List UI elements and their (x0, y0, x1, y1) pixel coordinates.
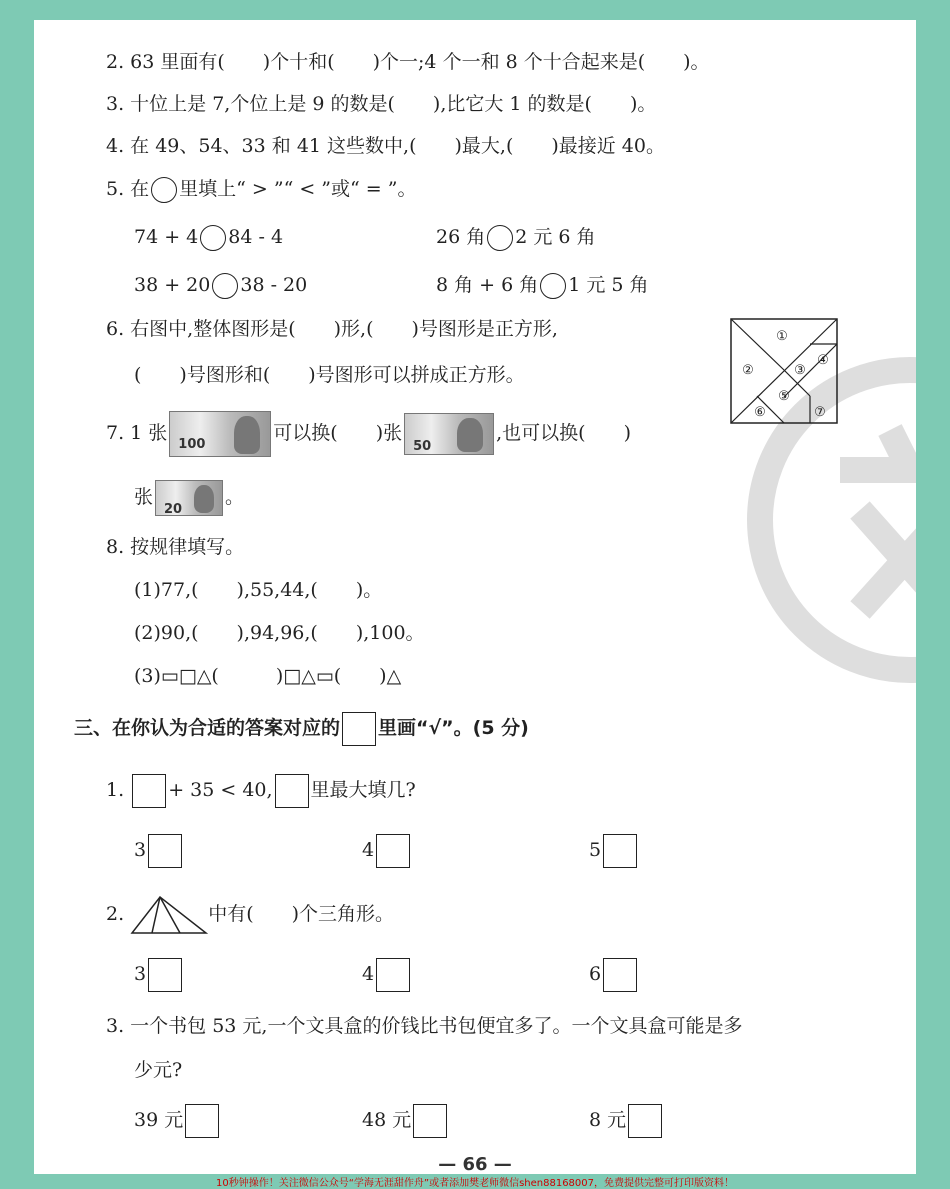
compare-circle-icon (151, 177, 177, 203)
question-8-3: (3)▭□△( )□△▭( )△ (134, 665, 402, 687)
bill-20-icon (155, 480, 223, 516)
s3q3-option-2 (362, 1102, 449, 1138)
q5b-right: 2 元 6 角 (515, 226, 596, 248)
question-8-2: (2)90,( ),94,96,( ),100。 (134, 622, 425, 644)
section-3-heading (74, 708, 529, 748)
s3q1-option-3 (589, 832, 639, 868)
question-8: 8. 按规律填写。 (106, 536, 245, 558)
bill-50-icon (404, 413, 494, 455)
question-7-line-2 (134, 476, 244, 518)
s3q1-option-2 (362, 832, 412, 868)
q7-part-e: 。 (225, 486, 245, 508)
s3q1-option-1-checkbox[interactable] (148, 834, 182, 868)
s3q3-option-3-checkbox[interactable] (628, 1104, 662, 1138)
s3q3-option-2-checkbox[interactable] (413, 1104, 447, 1138)
s3q2-num: 2. (106, 903, 125, 925)
bill-100-icon (169, 411, 271, 457)
answer-circle-b[interactable] (487, 225, 513, 251)
q5a-right: 84 - 4 (228, 226, 284, 248)
s3q3-option-1-checkbox[interactable] (185, 1104, 219, 1138)
q5c-right: 38 - 20 (240, 274, 308, 296)
q5b-left: 26 角 (436, 226, 486, 248)
q5c-left: 38 + 20 (134, 274, 211, 296)
tangram-label-2: ② (742, 363, 754, 378)
question-3: 3. 十位上是 7,个位上是 9 的数是( ),比它大 1 的数是( )。 (106, 93, 657, 115)
s3q2-option-1 (134, 956, 184, 992)
s3q3-option-3 (589, 1102, 664, 1138)
q5d-left: 8 角 + 6 角 (436, 274, 539, 296)
triangle-figure-icon (130, 895, 208, 935)
q5d-right: 1 元 5 角 (568, 274, 649, 296)
s3q1-option-3-checkbox[interactable] (603, 834, 637, 868)
section-3-question-2 (106, 892, 394, 936)
section-3-title-pre: 三、在你认为合适的答案对应的 (74, 717, 341, 739)
question-2: 2. 63 里面有( )个十和( )个一;4 个一和 8 个十合起来是( )。 (106, 51, 710, 73)
s3q3-option-1 (134, 1102, 221, 1138)
tangram-label-7: ⑦ (814, 405, 826, 420)
s3q3-line-2: 少元? (134, 1059, 183, 1081)
question-7 (106, 408, 631, 458)
worksheet-page (34, 20, 916, 1174)
q5-item-d (436, 271, 649, 299)
promo-footer: 10秒钟操作！关注微信公众号“学海无涯甜作舟”或者添加樊老师微信shen88168007，免费提供完整可打印版资料！ (215, 1178, 735, 1189)
tangram-label-1: ① (776, 329, 788, 344)
page-number: — 66 — (438, 1154, 512, 1174)
question-6-line-2: ( )号图形和( )号图形可以拼成正方形。 (134, 364, 525, 386)
s3q2-option-1-label: 3 (134, 963, 147, 985)
q5-item-a (134, 223, 283, 251)
s3q1-mid: + 35 < 40, (168, 779, 273, 801)
question-6-line-1: 6. 右图中,整体图形是( )形,( )号图形是正方形, (106, 318, 558, 340)
question-5 (106, 175, 416, 203)
s3q2-option-3-checkbox[interactable] (603, 958, 637, 992)
s3q2-option-1-checkbox[interactable] (148, 958, 182, 992)
bill-100-value: 100 (178, 437, 206, 452)
s3q1-option-1 (134, 832, 184, 868)
s3q1-option-2-checkbox[interactable] (376, 834, 410, 868)
q5-prefix: 5. 在 (106, 178, 150, 200)
s3q3-option-2-label: 48 元 (362, 1109, 412, 1131)
s3q2-option-2 (362, 956, 412, 992)
q7-part-b: 可以换( )张 (273, 422, 403, 444)
bill-50-value: 50 (413, 439, 432, 454)
q5-item-c (134, 271, 307, 299)
tangram-label-3: ③ (794, 363, 806, 378)
answer-circle-a[interactable] (200, 225, 226, 251)
s3q2-text: 中有( )个三角形。 (208, 903, 395, 925)
q7-part-c: ,也可以换( ) (496, 422, 631, 444)
answer-circle-d[interactable] (540, 273, 566, 299)
q7-part-d: 张 (134, 486, 154, 508)
s3q3-option-1-label: 39 元 (134, 1109, 184, 1131)
q5a-left: 74 + 4 (134, 226, 199, 248)
s3q1-num: 1. (106, 779, 125, 801)
s3q1-blank-box (132, 774, 166, 808)
tangram-figure (730, 318, 838, 424)
q5-item-b (436, 223, 596, 251)
s3q1-option-3-label: 5 (589, 839, 602, 861)
section-3-question-1 (106, 772, 416, 808)
s3q1-option-1-label: 3 (134, 839, 147, 861)
answer-circle-c[interactable] (212, 273, 238, 299)
example-box-icon (342, 712, 376, 746)
s3q1-option-2-label: 4 (362, 839, 375, 861)
tangram-label-5: ⑤ (778, 389, 790, 404)
s3q2-option-2-label: 4 (362, 963, 375, 985)
s3q3-option-3-label: 8 元 (589, 1109, 627, 1131)
tangram-label-4: ④ (817, 353, 829, 368)
bill-20-value: 20 (164, 502, 183, 517)
s3q2-option-3 (589, 956, 639, 992)
s3q3-line-1: 3. 一个书包 53 元,一个文具盒的价钱比书包便宜多了。一个文具盒可能是多 (106, 1015, 743, 1037)
question-4: 4. 在 49、54、33 和 41 这些数中,( )最大,( )最接近 40。 (106, 135, 665, 157)
q5-suffix: 里填上“ > ”“ < ”或“ = ”。 (179, 178, 417, 200)
s3q2-option-3-label: 6 (589, 963, 602, 985)
section-3-title-post: 里画“√”。(5 分) (378, 717, 529, 739)
q7-part-a: 7. 1 张 (106, 422, 168, 444)
s3q1-post: 里最大填几? (310, 779, 416, 801)
s3q2-option-2-checkbox[interactable] (376, 958, 410, 992)
s3q1-blank-box-2 (275, 774, 309, 808)
question-8-1: (1)77,( ),55,44,( )。 (134, 579, 383, 601)
tangram-label-6: ⑥ (754, 405, 766, 420)
